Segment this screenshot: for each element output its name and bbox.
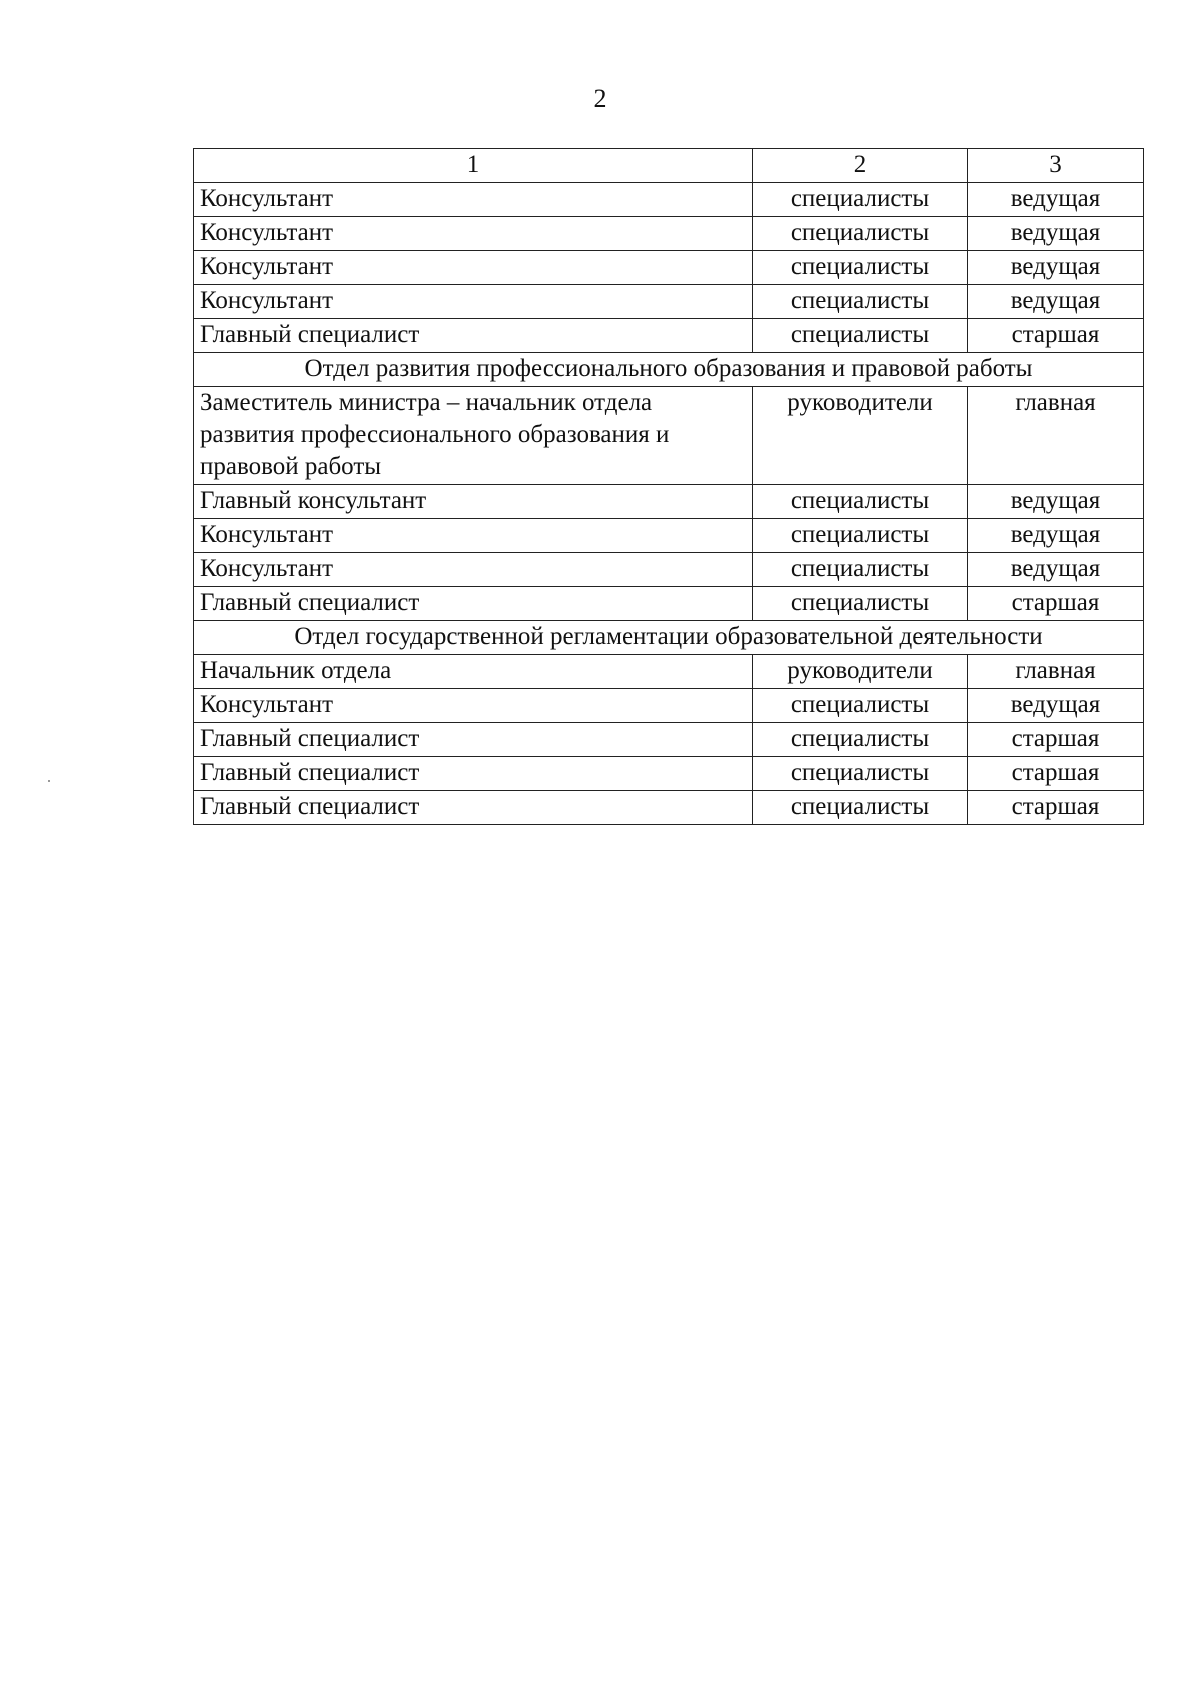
staff-positions-table: [193, 148, 1144, 825]
section-row: [194, 353, 1144, 387]
table-row: [194, 285, 1144, 319]
group-cell: старшая: [968, 723, 1144, 757]
position-cell: Главный специалист: [194, 723, 753, 757]
category-cell: специалисты: [753, 251, 968, 285]
category-cell: специалисты: [753, 553, 968, 587]
category-cell: специалисты: [753, 285, 968, 319]
column-header-2: 2: [753, 149, 968, 183]
position-cell: Главный специалист: [194, 791, 753, 825]
group-cell: ведущая: [968, 553, 1144, 587]
group-cell: ведущая: [968, 217, 1144, 251]
position-cell: Главный консультант: [194, 485, 753, 519]
scan-speck: [48, 780, 50, 782]
group-cell: старшая: [968, 319, 1144, 353]
category-cell: специалисты: [753, 183, 968, 217]
table-row: [194, 519, 1144, 553]
position-cell: Главный специалист: [194, 757, 753, 791]
table-row: [194, 723, 1144, 757]
group-cell: главная: [968, 387, 1144, 485]
table-row: [194, 251, 1144, 285]
table-row: [194, 319, 1144, 353]
position-cell: Консультант: [194, 553, 753, 587]
table-row: [194, 689, 1144, 723]
page-number: 2: [593, 84, 607, 113]
category-cell: специалисты: [753, 319, 968, 353]
table-row: [194, 587, 1144, 621]
category-cell: специалисты: [753, 791, 968, 825]
position-cell: Консультант: [194, 689, 753, 723]
table-body: [194, 149, 1144, 825]
section-row: [194, 621, 1144, 655]
table-row: [194, 387, 1144, 485]
position-cell: Главный специалист: [194, 587, 753, 621]
group-cell: ведущая: [968, 183, 1144, 217]
table-row: [194, 791, 1144, 825]
table-row: [194, 183, 1144, 217]
table-row: [194, 485, 1144, 519]
position-cell: Консультант: [194, 217, 753, 251]
category-cell: специалисты: [753, 723, 968, 757]
position-cell: Главный специалист: [194, 319, 753, 353]
category-cell: специалисты: [753, 587, 968, 621]
category-cell: руководители: [753, 387, 968, 485]
group-cell: ведущая: [968, 285, 1144, 319]
group-cell: ведущая: [968, 519, 1144, 553]
group-cell: ведущая: [968, 689, 1144, 723]
position-cell: Консультант: [194, 251, 753, 285]
section-title: Отдел развития профессионального образования и правовой работы: [194, 353, 1144, 387]
category-cell: специалисты: [753, 217, 968, 251]
position-cell: Начальник отдела: [194, 655, 753, 689]
category-cell: специалисты: [753, 689, 968, 723]
group-cell: старшая: [968, 757, 1144, 791]
section-title: Отдел государственной регламентации образовательной деятельности: [194, 621, 1144, 655]
category-cell: специалисты: [753, 757, 968, 791]
column-header-3: 3: [968, 149, 1144, 183]
table-row: [194, 553, 1144, 587]
group-cell: главная: [968, 655, 1144, 689]
category-cell: руководители: [753, 655, 968, 689]
column-header-1: 1: [194, 149, 753, 183]
table-row: [194, 655, 1144, 689]
position-cell: Консультант: [194, 285, 753, 319]
table-row: [194, 217, 1144, 251]
group-cell: ведущая: [968, 485, 1144, 519]
category-cell: специалисты: [753, 519, 968, 553]
group-cell: ведущая: [968, 251, 1144, 285]
position-cell: Консультант: [194, 519, 753, 553]
position-cell: Заместитель министра – начальник отдела развития профессионального образования и правовой работы: [194, 387, 753, 485]
position-cell: Консультант: [194, 183, 753, 217]
table-header-row: [194, 149, 1144, 183]
group-cell: старшая: [968, 587, 1144, 621]
table-row: [194, 757, 1144, 791]
group-cell: старшая: [968, 791, 1144, 825]
category-cell: специалисты: [753, 485, 968, 519]
